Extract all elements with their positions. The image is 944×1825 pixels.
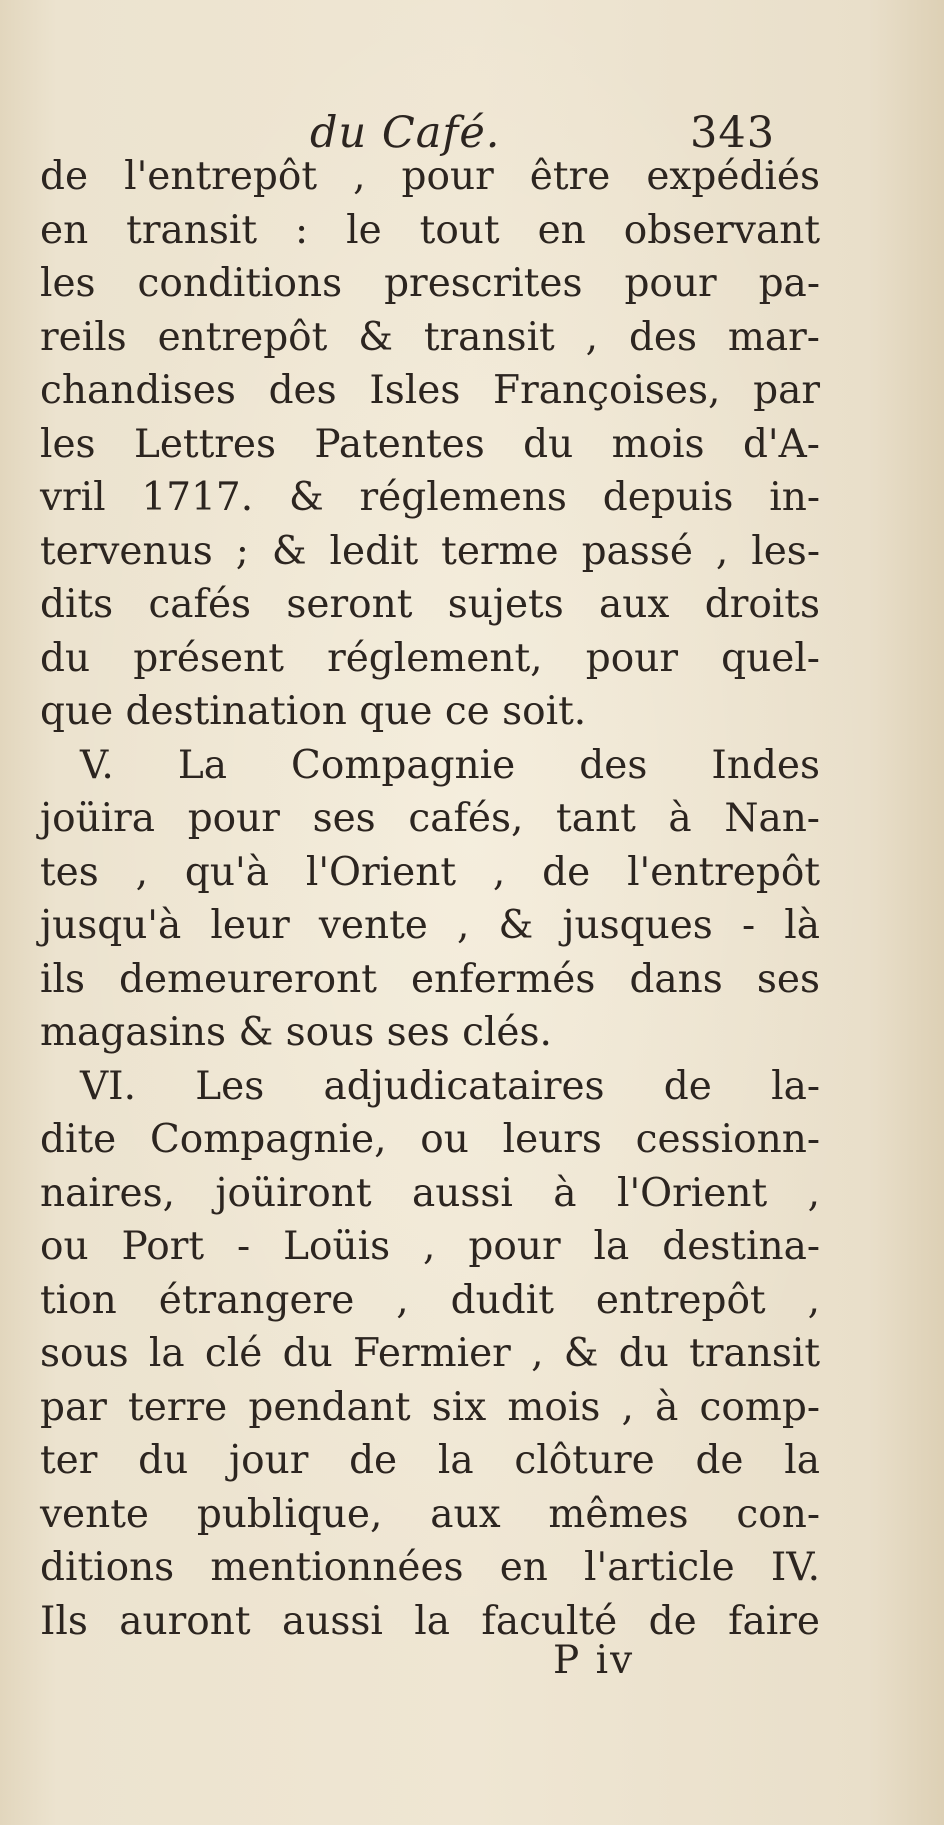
text-line: que destination que ce soit.: [40, 689, 587, 734]
text-line: magasins & sous ses clés.: [40, 1010, 552, 1055]
signature-mark: P iv: [553, 1638, 635, 1683]
text-line: V. La Compagnie des Indes: [80, 742, 820, 788]
text-line: ditions mentionnées en l'article IV.: [40, 1545, 820, 1590]
text-line: ils demeureront enfermés dans ses: [40, 956, 820, 1002]
text-line: joüira pour ses cafés, tant à Nan-: [40, 796, 820, 841]
text-line: les Lettres Patentes du mois d'A-: [40, 421, 820, 467]
text-line: Ils auront aussi la faculté de faire: [40, 1598, 820, 1644]
text-line: dits cafés seront sujets aux droits: [40, 582, 820, 627]
text-line: de l'entrepôt , pour être expédiés: [40, 154, 820, 199]
text-line: sous la clé du Fermier , & du transit: [40, 1331, 820, 1376]
running-title: du Café.: [310, 108, 501, 158]
text-line: chandises des Isles Françoises, par: [40, 368, 820, 413]
text-line: VI. Les adjudicataires de la-: [80, 1063, 820, 1109]
text-line: tes , qu'à l'Orient , de l'entrepôt: [40, 849, 820, 895]
text-line: reils entrepôt & transit , des mar-: [40, 314, 820, 360]
text-line: en transit : le tout en observant: [40, 207, 820, 253]
text-line: par terre pendant six mois , à comp-: [40, 1384, 820, 1430]
page-number: 343: [690, 108, 776, 158]
body-text: [40, 150, 820, 1648]
text-line: jusqu'à leur vente , & jusques - là: [40, 903, 820, 948]
text-line: dite Compagnie, ou leurs cessionn-: [40, 1117, 820, 1162]
text-line: naires, joüiront aussi à l'Orient ,: [40, 1170, 820, 1216]
text-line: tervenus ; & ledit terme passé , les-: [40, 528, 820, 574]
text-line: ter du jour de la clôture de la: [40, 1438, 820, 1483]
text-line: vril 1717. & réglemens depuis in-: [40, 475, 820, 520]
text-line: vente publique, aux mêmes con-: [40, 1491, 820, 1537]
text-line: du présent réglement, pour quel-: [40, 635, 820, 681]
text-line: les conditions prescrites pour pa-: [40, 261, 820, 306]
text-line: tion étrangere , dudit entrepôt ,: [40, 1277, 820, 1323]
text-line: ou Port - Loüis , pour la destina-: [40, 1224, 820, 1269]
